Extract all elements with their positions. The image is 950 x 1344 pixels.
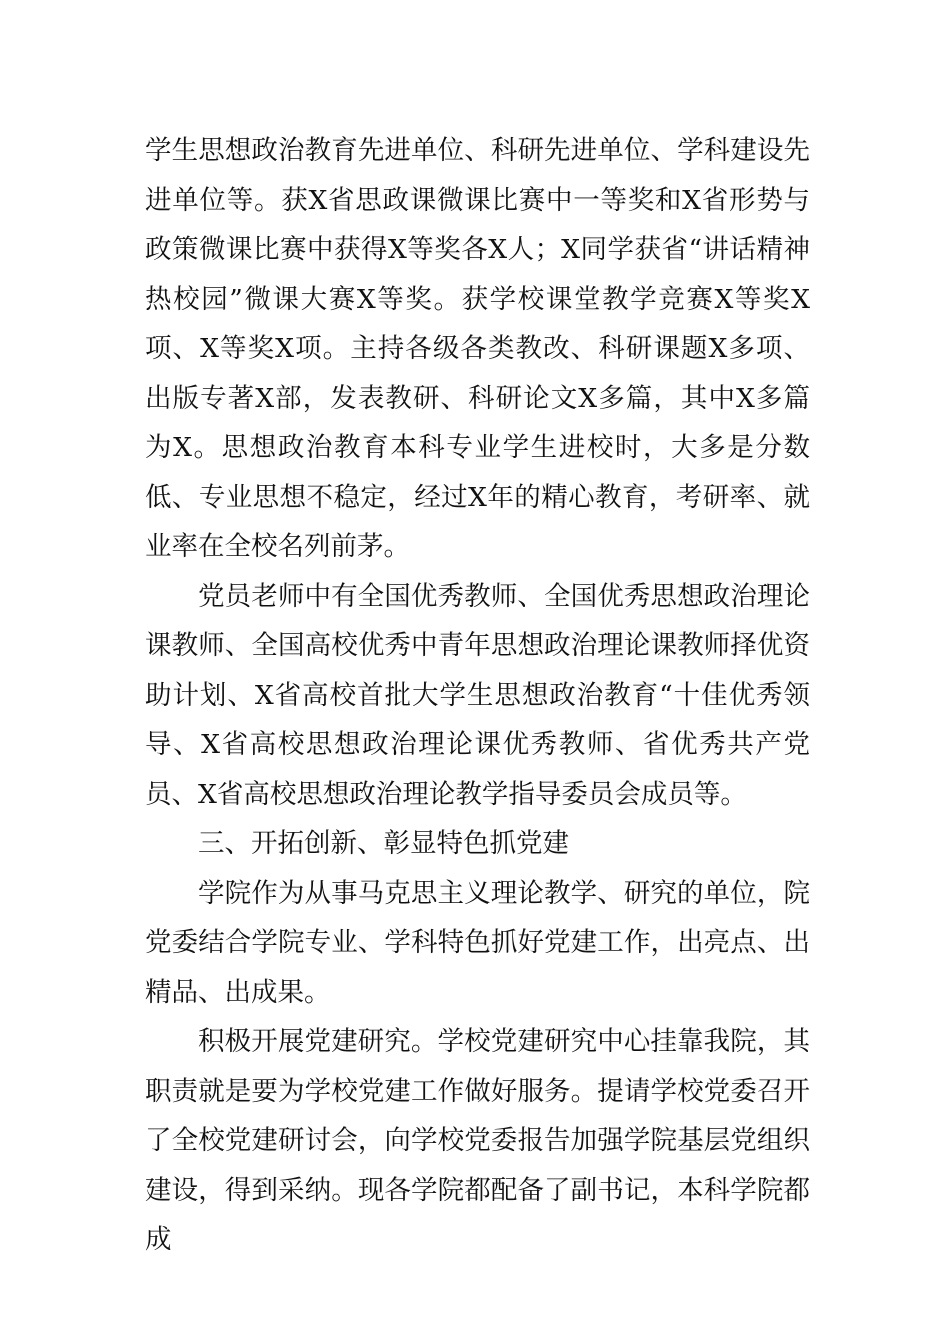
paragraph-continuation: 学生思想政治教育先进单位、科研先进单位、学科建设先进单位等。获X省思政课微课比赛中一等奖和X省形势与政策微课比赛中获得X等奖各X人；X同学获省“讲话精神热校园”微课大赛X等奖。获学校课堂教学竞赛X等奖X项、X等奖X项。主持各级各类教改、科研课题X多项、出版专著X部，发表教研、科研论文X多篇，其中X多篇为X。思想政治教育本科专业学生进校时，大多是分数低、专业思想不稳定，经过X年的精心教育，考研率、就业率在全校名列前茅。 [145, 135, 810, 562]
document-body [145, 126, 810, 1265]
paragraph-college-intro: 学院作为从事马克思主义理论教学、研究的单位，院党委结合学院专业、学科特色抓好党建工作，出亮点、出精品、出成果。 [145, 877, 810, 1008]
section-heading: 三、开拓创新、彰显特色抓党建 [198, 828, 569, 859]
paragraph-party-teachers: 党员老师中有全国优秀教师、全国优秀思想政治理论课教师、全国高校优秀中青年思想政治理论课教师择优资助计划、X省高校首批大学生思想政治教育“十佳优秀领导、X省高校思想政治理论课优秀教师、省优秀共产党员、X省高校思想政治理论教学指导委员会成员等。 [145, 580, 810, 810]
paragraph-party-research: 积极开展党建研究。学校党建研究中心挂靠我院，其职责就是要为学校党建工作做好服务。提请学校党委召开了全校党建研讨会，向学校党委报告加强学院基层党组织建设，得到采纳。现各学院都配备了副书记，本科学院都成 [145, 1026, 810, 1255]
